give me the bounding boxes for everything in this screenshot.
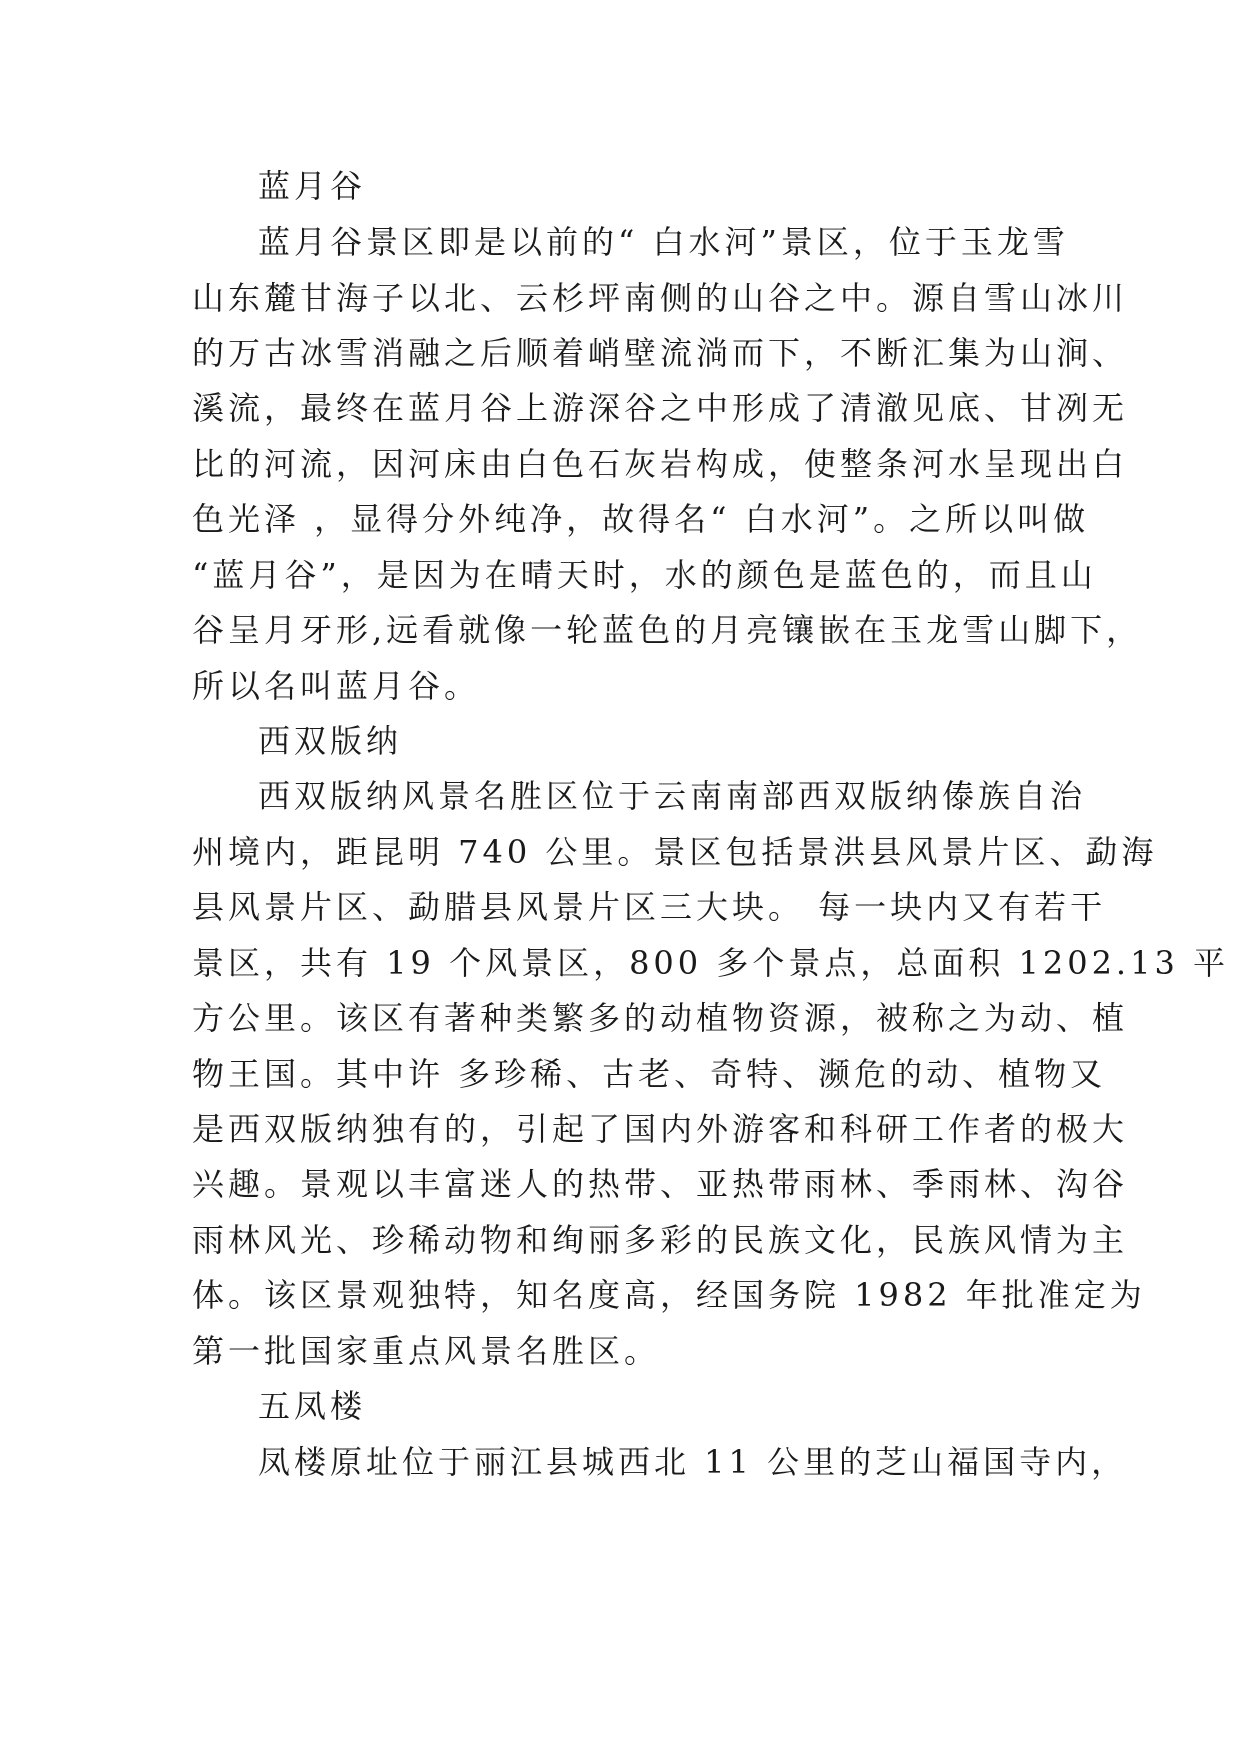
paragraph-line: 州境内，距昆明 740 公里。景区包括景洪县风景片区、勐海: [192, 833, 1158, 871]
paragraph-line: 蓝月谷景区即是以前的“ 白水河”景区，位于玉龙雪: [258, 223, 1069, 261]
paragraph-line: 体。该区景观独特，知名度高，经国务院 1982 年批准定为: [192, 1276, 1146, 1314]
paragraph-line: 第一批国家重点风景名胜区。: [192, 1332, 661, 1370]
paragraph-line: 溪流，最终在蓝月谷上游深谷之中形成了清澈见底、甘冽无: [192, 389, 1129, 427]
paragraph-line: 雨林风光、珍稀动物和绚丽多彩的民族文化，民族风情为主: [192, 1221, 1129, 1259]
paragraph-line: 是西双版纳独有的，引起了国内外游客和科研工作者的极大: [192, 1110, 1129, 1148]
paragraph-line: 山东麓甘海子以北、云杉坪南侧的山谷之中。源自雪山冰川: [192, 279, 1129, 317]
paragraph-line: 谷呈月牙形,远看就像一轮蓝色的月亮镶嵌在玉龙雪山脚下，: [192, 611, 1143, 649]
heading-wufenglou: 五凤楼: [258, 1387, 367, 1425]
paragraph-line: 景区，共有 19 个风景区，800 多个景点，总面积 1202.13 平: [192, 944, 1229, 982]
paragraph-line: 兴趣。景观以丰富迷人的热带、亚热带雨林、季雨林、沟谷: [192, 1165, 1129, 1203]
paragraph-line: “蓝月谷”，是因为在晴天时，水的颜色是蓝色的，而且山: [192, 556, 1097, 594]
paragraph-line: 比的河流，因河床由白色石灰岩构成，使整条河水呈现出白: [192, 445, 1129, 483]
paragraph-line: 色光泽 ，显得分外纯净，故得名“ 白水河”。之所以叫做: [192, 500, 1090, 538]
heading-lanyuegu: 蓝月谷: [258, 167, 367, 205]
paragraph-line: 县风景片区、勐腊县风景片区三大块。 每一块内又有若干: [192, 888, 1107, 926]
paragraph-line: 凤楼原址位于丽江县城西北 11 公里的芝山福国寺内，: [258, 1443, 1128, 1481]
paragraph-line: 所以名叫蓝月谷。: [192, 667, 481, 705]
paragraph-line: 的万古冰雪消融之后顺着峭壁流淌而下，不断汇集为山涧、: [192, 334, 1129, 372]
heading-xishuangbanna: 西双版纳: [258, 722, 403, 760]
paragraph-line: 物王国。其中许 多珍稀、古老、奇特、濒危的动、植物又: [192, 1055, 1107, 1093]
paragraph-line: 西双版纳风景名胜区位于云南南部西双版纳傣族自治: [258, 777, 1087, 815]
paragraph-line: 方公里。该区有著种类繁多的动植物资源，被称之为动、植: [192, 999, 1129, 1037]
